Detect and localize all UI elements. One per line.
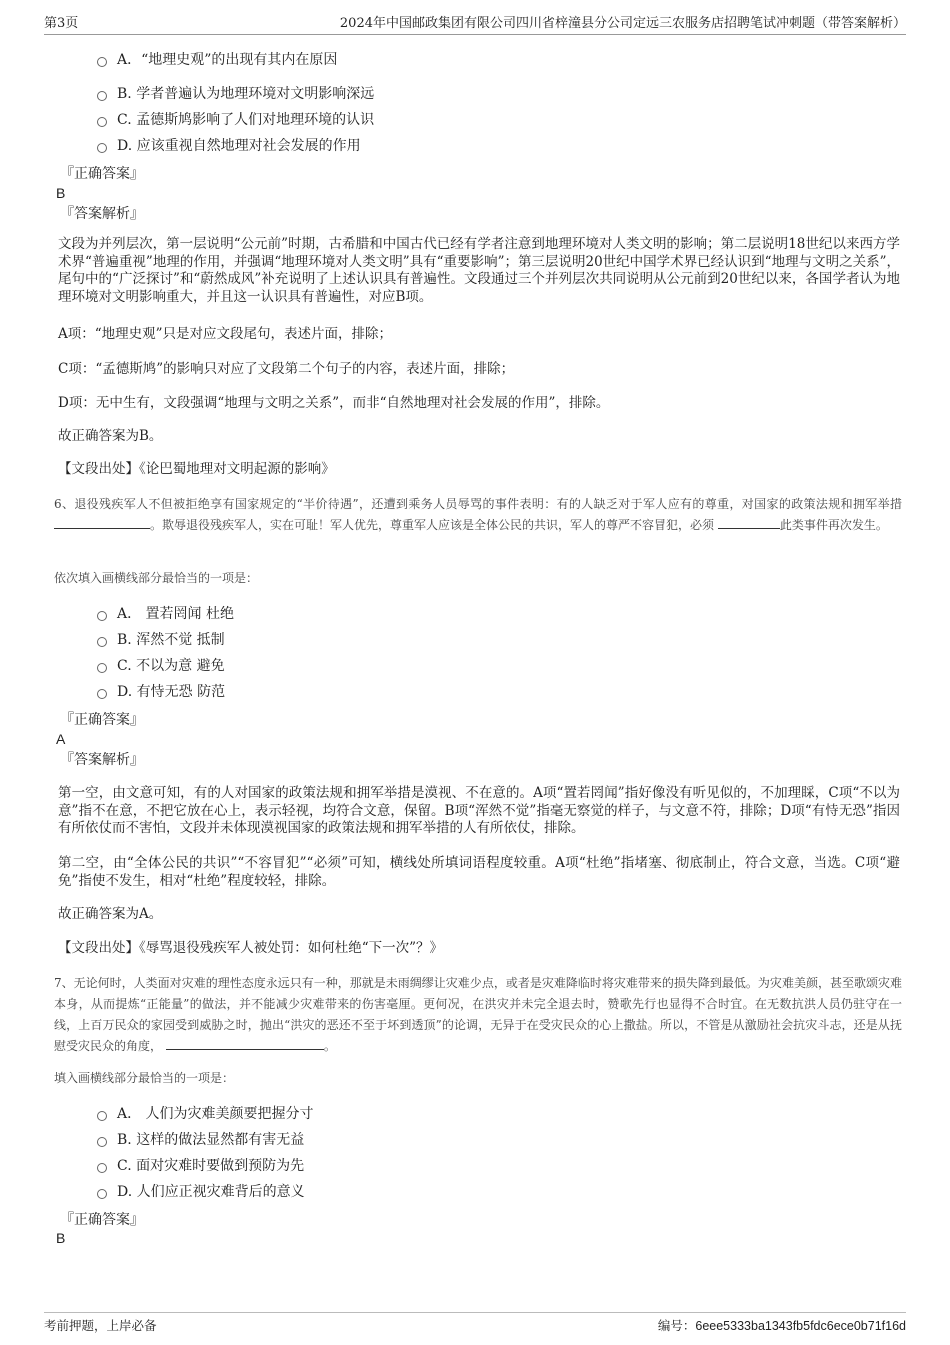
q6-option-d[interactable]: D. 有恃无恐 防范	[97, 682, 225, 702]
radio-icon[interactable]	[97, 663, 107, 673]
q6-source: 【文段出处】《辱骂退役残疾军人被处罚：如何杜绝“下一次”？》	[58, 940, 444, 956]
q7-option-a[interactable]: A． 人们为灾难美颜要把握分寸	[97, 1104, 314, 1124]
radio-icon[interactable]	[97, 689, 107, 699]
radio-icon[interactable]	[97, 1163, 107, 1173]
q5-analysis-paragraph: D项：无中生有，文段强调“地理与文明之关系”，而非“自然地理对社会发展的作用”，排除。	[58, 395, 610, 411]
q5-analysis-label: 『答案解析』	[60, 206, 144, 222]
q5-option-c[interactable]: C. 孟德斯鸠影响了人们对地理环境的认识	[97, 110, 374, 130]
q5-option-a[interactable]: A．“地理史观”的出现有其内在原因	[97, 50, 337, 70]
q5-analysis-paragraph: C项：“孟德斯鸠”的影响只对应了文段第二个句子的内容，表述片面，排除；	[58, 361, 515, 377]
footer-slogan: 考前押题，上岸必备	[44, 1318, 157, 1333]
q6-analysis-paragraph: 故正确答案为A。	[58, 906, 163, 922]
radio-icon[interactable]	[97, 1111, 107, 1121]
q7-answer-label: 『正确答案』	[60, 1212, 144, 1228]
q6-analysis-paragraph: 第二空，由“全体公民的共识”“不容冒犯”“必须”可知，横线处所填词语程度较重。A项“杜绝”指堵塞、彻底制止，符合文意，当选。C项“避免”指使不发生，相对“杜绝”程度较轻，排除。	[58, 855, 900, 889]
q6-question: 6、退役残疾军人不但被拒绝享有国家规定的“半价待遇”，还遭到乘务人员辱骂的事件表明：有的人缺乏对于军人应有的尊重，对国家的政策法规和拥军举措 。欺辱退役残疾军人，实在可耻！军人优先，尊重军人应该是全体公民的共识，军人的尊严不容冒犯，必须 此类事件再次发生。	[54, 497, 902, 532]
q7-answer: B	[56, 1230, 66, 1246]
q5-analysis-paragraph: 文段为并列层次，第一层说明“公元前”时期，古希腊和中国古代已经有学者注意到地理环境对人类文明的影响；第二层说明18世纪以来西方学术界“普遍重视”地理的作用，并强调“地理环境对人类文明”具有“重要影响”；第三层说明20世纪中国学术界已经认识到“地理与文明之关系”，尾句中的“广泛探讨”和“蔚然成风”补充说明了上述认识具有普遍性。文段通过三个并列层次共同说明从公元前到20世纪以来，各国学者认为地理环境对文明影响重大，并且这一认识具有普遍性，对应B项。	[58, 236, 900, 305]
q7-question: 7、无论何时，人类面对灾难的理性态度永远只有一种，那就是未雨绸缪让灾难少点，或者是灾难降临时将灾难带来的损失降到最低。为灾难美颜，甚至歌颂灾难本身，从而提炼“正能量”的做法，并不能减少灾难带来的伤害毫厘。更何况，在洪灾并未完全退去时，赞歌先行也显得不合时宜。在无数抗洪人员仍驻守在一线，上百万民众的家园受到威胁之时，抛出“洪灾的恶还不至于坏到透顶”的论调，无异于在受灾民众的心上撒盐。所以，不管是从激励社会抗灾斗志，还是从抚慰受灾民众的角度， 。	[54, 976, 902, 1053]
q5-option-d[interactable]: D. 应该重视自然地理对社会发展的作用	[97, 136, 361, 156]
q5-answer-label: 『正确答案』	[60, 166, 144, 182]
radio-icon[interactable]	[97, 1137, 107, 1147]
page-number: 第3页	[44, 16, 79, 31]
q6-prompt: 依次填入画横线部分最恰当的一项是：	[54, 571, 259, 585]
radio-icon[interactable]	[97, 91, 107, 101]
fill-blank	[718, 516, 780, 529]
document-id: 编号：6eee5333ba1343fb5fdc6ece0b71f16d	[657, 1318, 906, 1333]
radio-icon[interactable]	[97, 143, 107, 153]
q7-option-b[interactable]: B. 这样的做法显然都有害无益	[97, 1130, 304, 1150]
radio-icon[interactable]	[97, 57, 107, 67]
radio-icon[interactable]	[97, 1189, 107, 1199]
q7-option-c[interactable]: C. 面对灾难时要做到预防为先	[97, 1156, 304, 1176]
document-title: 2024年中国邮政集团有限公司四川省梓潼县分公司定远三农服务店招聘笔试冲刺题（带答案解析）	[339, 16, 906, 31]
q5-source: 【文段出处】《论巴蜀地理对文明起源的影响》	[58, 461, 335, 477]
fill-blank	[166, 1037, 324, 1050]
radio-icon[interactable]	[97, 637, 107, 647]
page-footer	[44, 1312, 906, 1338]
page-header	[44, 14, 906, 35]
q6-answer: A	[56, 731, 66, 747]
q6-analysis-label: 『答案解析』	[60, 752, 144, 768]
radio-icon[interactable]	[97, 611, 107, 621]
q6-answer-label: 『正确答案』	[60, 712, 144, 728]
q5-analysis-paragraph: A项：“地理史观”只是对应文段尾句，表述片面，排除；	[58, 326, 393, 342]
q6-option-b[interactable]: B. 浑然不觉 抵制	[97, 630, 225, 650]
q5-answer: B	[56, 185, 66, 201]
q5-analysis-paragraph: 故正确答案为B。	[58, 428, 163, 444]
q6-option-a[interactable]: A． 置若罔闻 杜绝	[97, 604, 234, 624]
radio-icon[interactable]	[97, 117, 107, 127]
q6-analysis-paragraph: 第一空，由文意可知，有的人对国家的政策法规和拥军举措是漠视、不在意的。A项“置若罔闻”指好像没有听见似的，不加理睬，C项“不以为意”指不在意，不把它放在心上，表示轻视，均符合文意，保留。B项“浑然不觉”指毫无察觉的样子，与文意不符，排除；D项“有恃无恐”指因有所依仗而不害怕，文段并未体现漠视国家的政策法规和拥军举措的人有所依仗，排除。	[58, 785, 900, 836]
q5-option-b[interactable]: B. 学者普遍认为地理环境对文明影响深远	[97, 84, 374, 104]
q7-prompt: 填入画横线部分最恰当的一项是：	[54, 1071, 235, 1085]
fill-blank	[54, 516, 150, 529]
q6-option-c[interactable]: C. 不以为意 避免	[97, 656, 225, 676]
q7-option-d[interactable]: D. 人们应正视灾难背后的意义	[97, 1182, 305, 1202]
